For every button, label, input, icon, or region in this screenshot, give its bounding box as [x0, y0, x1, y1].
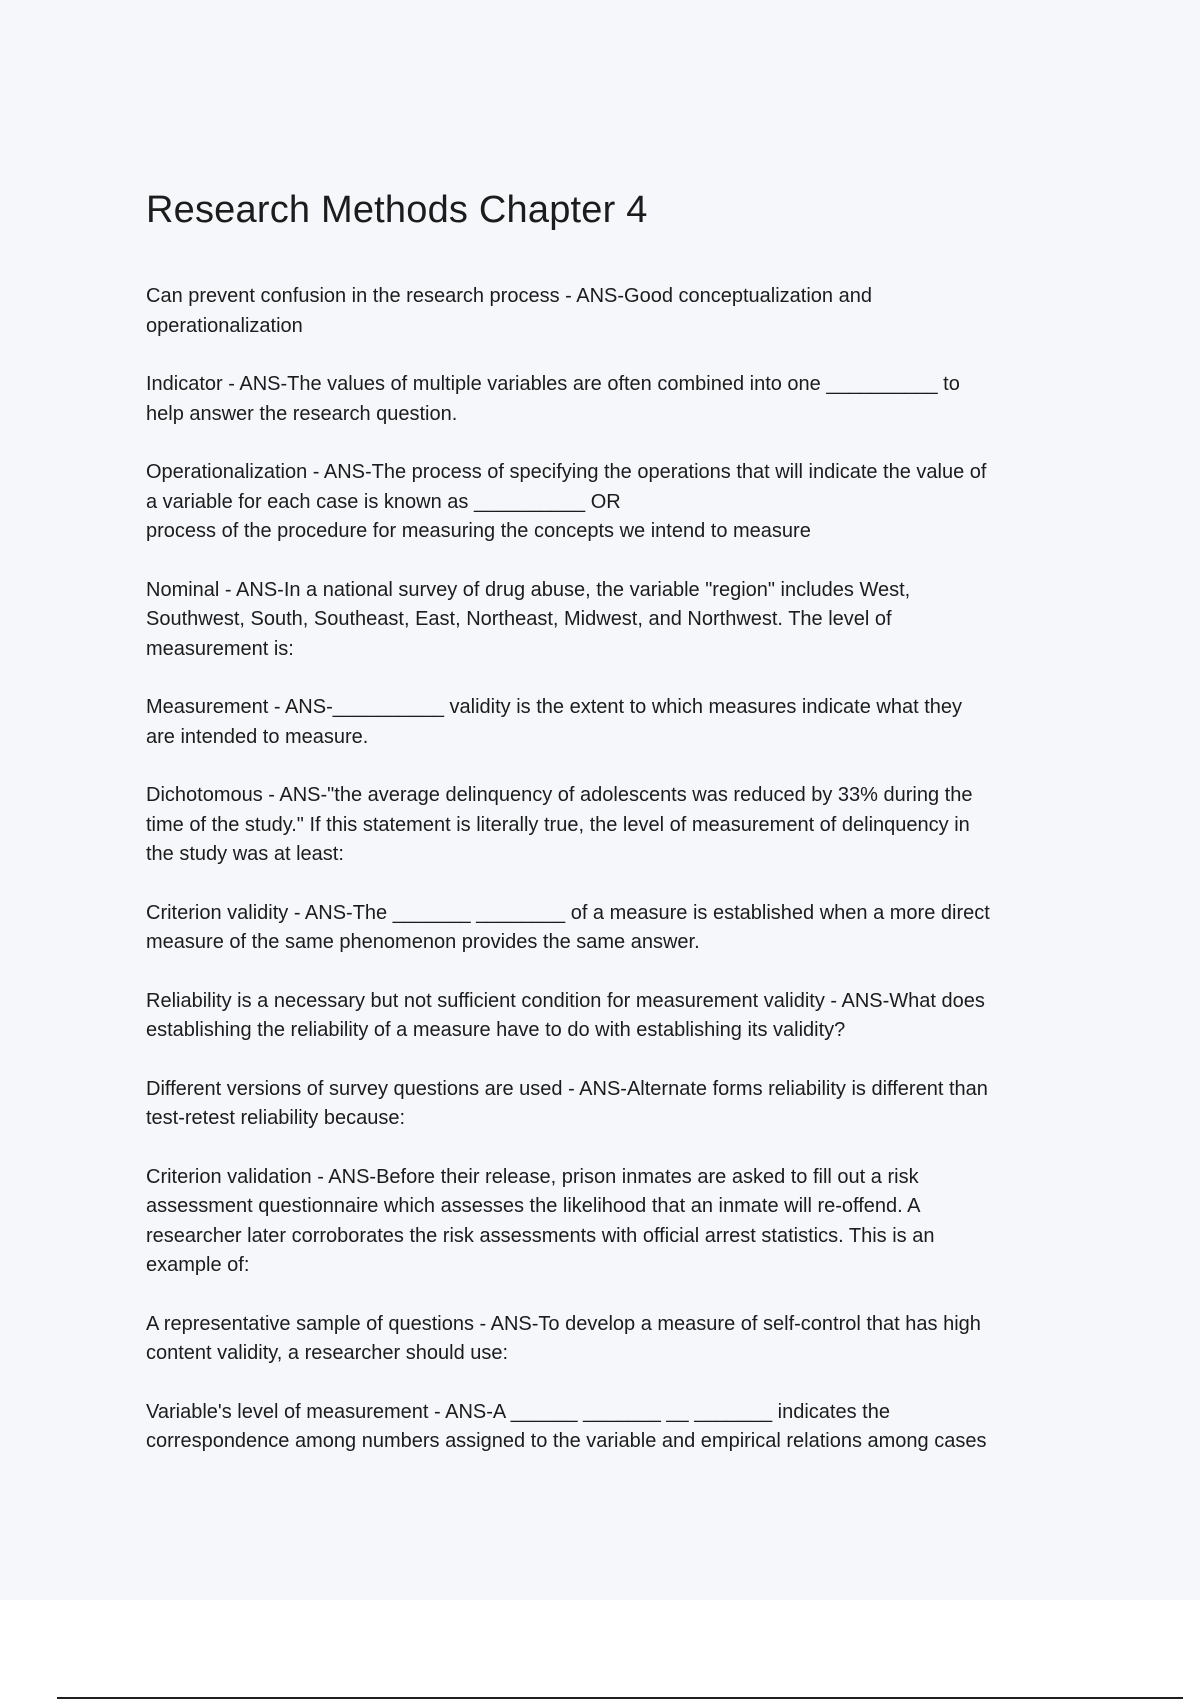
qa-item: Criterion validation - ANS-Before their release, prison inmates are asked to fill out a risk assessment questionnaire which assesses the likelihood that an inmate will re-offend. A researcher later corroborates the risk assessments with official arrest statistics. This is an example of:	[146, 1165, 935, 1276]
document-title: Research Methods Chapter 4	[146, 189, 648, 231]
qa-item: Operationalization - ANS-The process of specifying the operations that will indicate the value of a variable for each case is known as __________ OR process of the procedure for measuring the concepts we intend to measure	[146, 461, 987, 542]
document-content	[146, 182, 1086, 1486]
qa-item: A representative sample of questions - ANS-To develop a measure of self-control that has high content validity, a researcher should use:	[146, 1312, 981, 1364]
qa-item: Criterion validity - ANS-The _______ ________ of a measure is established when a more direct measure of the same phenomenon provides the same answer.	[146, 901, 990, 953]
qa-item: Indicator - ANS-The values of multiple variables are often combined into one __________ to help answer the research question.	[146, 373, 960, 425]
page-divider-line	[57, 1697, 1183, 1699]
qa-item: Dichotomous - ANS-"the average delinquency of adolescents was reduced by 33% during the time of the study." If this statement is literally true, the level of measurement of delinquency in the study was at least:	[146, 784, 973, 865]
qa-item: Nominal - ANS-In a national survey of drug abuse, the variable "region" includes West, Southwest, South, Southeast, East, Northeast, Midwest, and Northwest. The level of measurement is:	[146, 578, 911, 660]
qa-item: Reliability is a necessary but not sufficient condition for measurement validity - ANS-What does establishing the reliability of a measure have to do with establishing its validity?	[146, 989, 985, 1041]
qa-item: Different versions of survey questions are used - ANS-Alternate forms reliability is different than test-retest reliability because:	[146, 1077, 988, 1129]
qa-item: Measurement - ANS-__________ validity is the extent to which measures indicate what they are intended to measure.	[146, 696, 962, 748]
qa-item: Can prevent confusion in the research process - ANS-Good conceptualization and operationalization	[146, 285, 872, 337]
qa-item: Variable's level of measurement - ANS-A ______ _______ __ _______ indicates the correspondence among numbers assigned to the variable and empirical relations among cases	[146, 1400, 987, 1452]
